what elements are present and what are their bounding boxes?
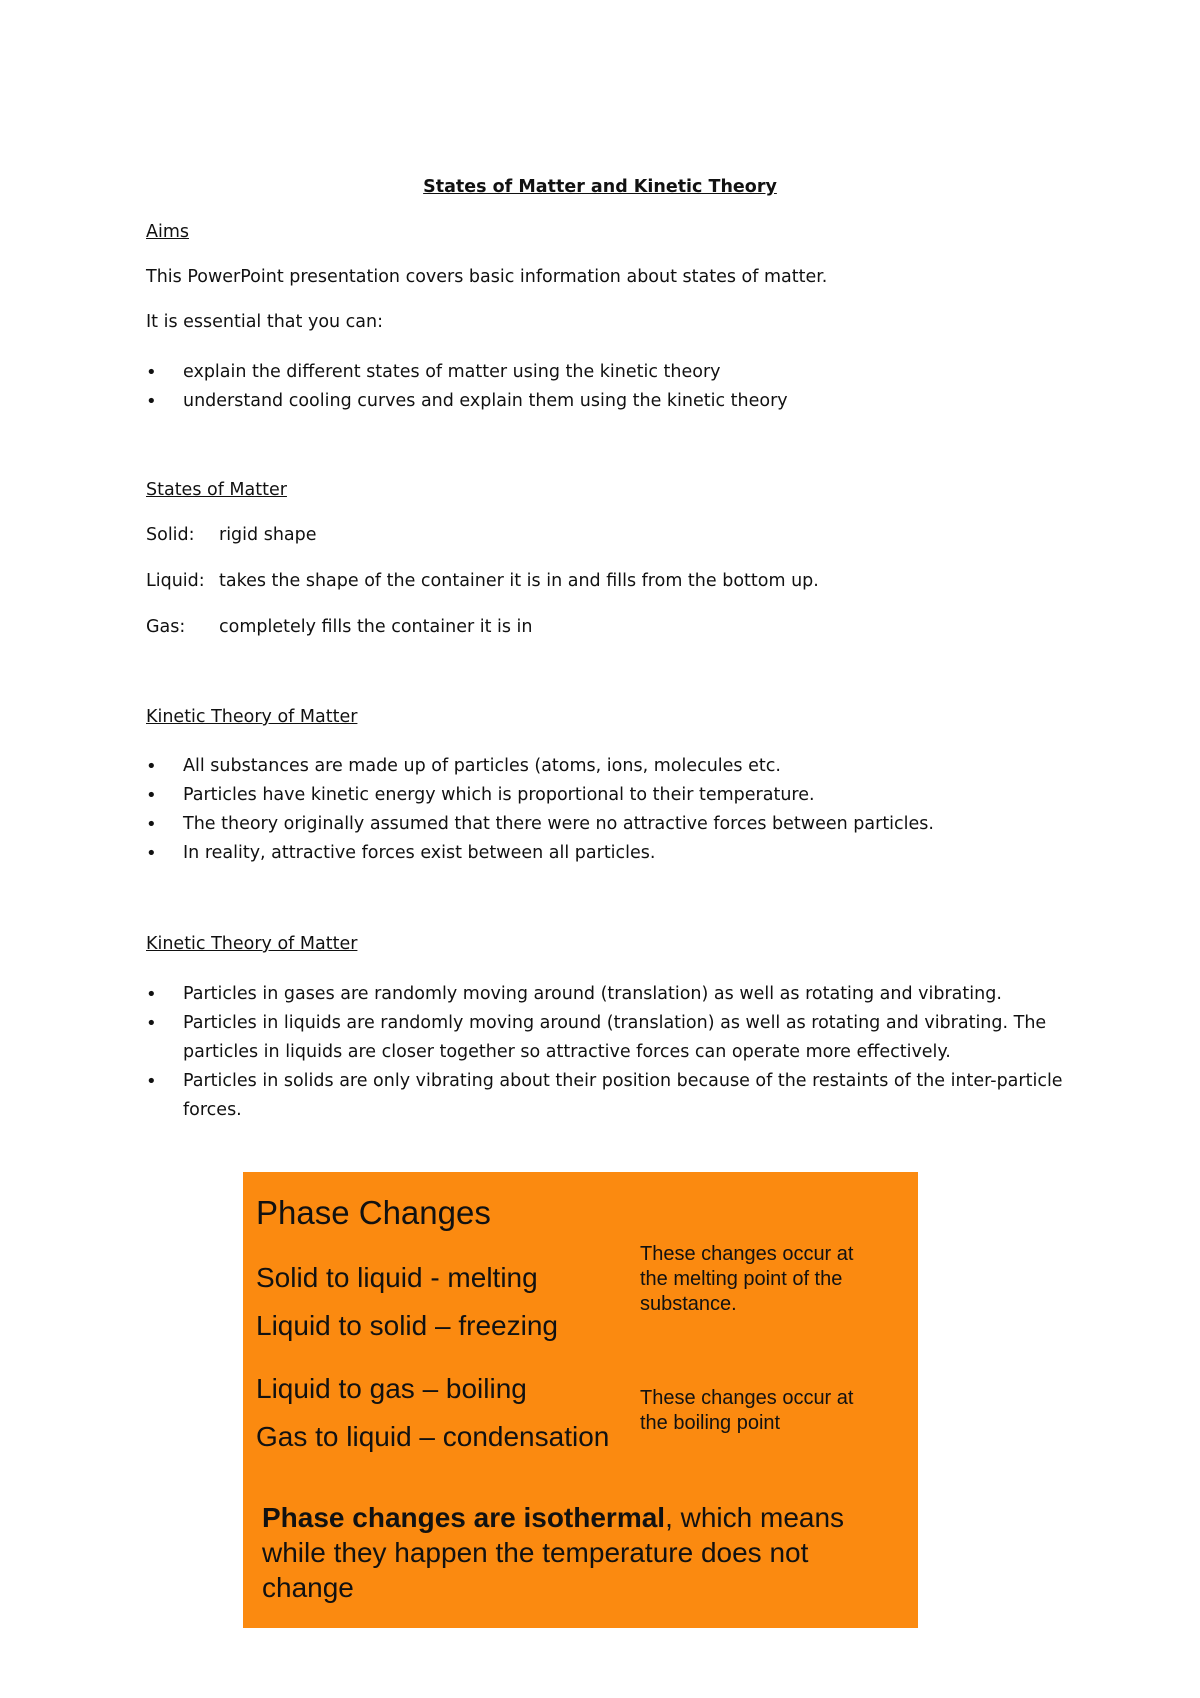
phase-summary-bold: Phase changes are isothermal	[262, 1502, 666, 1533]
list-item: • Particles have kinetic energy which is proportional to their temperature.	[146, 781, 1063, 810]
aims-list	[146, 358, 1063, 416]
aims-heading: Aims	[146, 222, 189, 242]
kinetic-heading-2: Kinetic Theory of Matter	[146, 934, 358, 954]
phase-summary-rest: , which means while they happen the temperature does not change	[262, 1502, 845, 1603]
phase-summary	[262, 1500, 902, 1605]
phase-note-melting: These changes occur at the melting point of the substance.	[640, 1243, 854, 1315]
state-desc: rigid shape	[219, 525, 317, 545]
phase-line-freezing: Liquid to solid – freezing	[256, 1310, 558, 1341]
list-item: • Particles in gases are randomly moving around (translation) as well as rotating and vibrating.	[146, 980, 1063, 1009]
kinetic-list-2	[146, 980, 1063, 1125]
phase-changes-slide	[243, 1172, 918, 1628]
state-desc: completely fills the container it is in	[219, 617, 533, 637]
states-heading: States of Matter	[146, 480, 287, 500]
list-item: • In reality, attractive forces exist between all particles.	[146, 839, 1063, 868]
state-term: Liquid:	[146, 571, 205, 591]
aims-intro: This PowerPoint presentation covers basic information about states of matter.	[146, 267, 828, 287]
state-liquid	[146, 571, 819, 591]
state-gas	[146, 617, 533, 637]
kinetic-list-1	[146, 752, 1063, 868]
kinetic-heading-1: Kinetic Theory of Matter	[146, 707, 358, 727]
list-item: • Particles in solids are only vibrating about their position because of the restaints of the inter-particle forces.	[146, 1067, 1063, 1125]
aims-lead: It is essential that you can:	[146, 312, 384, 332]
state-desc: takes the shape of the container it is in and fills from the bottom up.	[219, 571, 819, 591]
list-item: • understand cooling curves and explain them using the kinetic theory	[146, 387, 1063, 416]
state-term: Gas:	[146, 617, 186, 637]
list-item: • Particles in liquids are randomly moving around (translation) as well as rotating and vibrating. The particles in liquids are closer together so attractive forces can operate more effectively.	[146, 1009, 1063, 1067]
phase-line-melting: Solid to liquid - melting	[256, 1262, 538, 1293]
phase-note-boiling: These changes occur at the boiling point	[640, 1387, 854, 1434]
phase-title: Phase Changes	[256, 1194, 491, 1231]
list-item: • explain the different states of matter using the kinetic theory	[146, 358, 1063, 387]
phase-line-boiling: Liquid to gas – boiling	[256, 1373, 527, 1404]
state-solid	[146, 525, 317, 545]
list-item: • All substances are made up of particles (atoms, ions, molecules etc.	[146, 752, 1063, 781]
phase-line-condensation: Gas to liquid – condensation	[256, 1421, 610, 1452]
document-title: States of Matter and Kinetic Theory	[423, 177, 777, 197]
list-item: • The theory originally assumed that there were no attractive forces between particles.	[146, 810, 1063, 839]
state-term: Solid:	[146, 525, 195, 545]
